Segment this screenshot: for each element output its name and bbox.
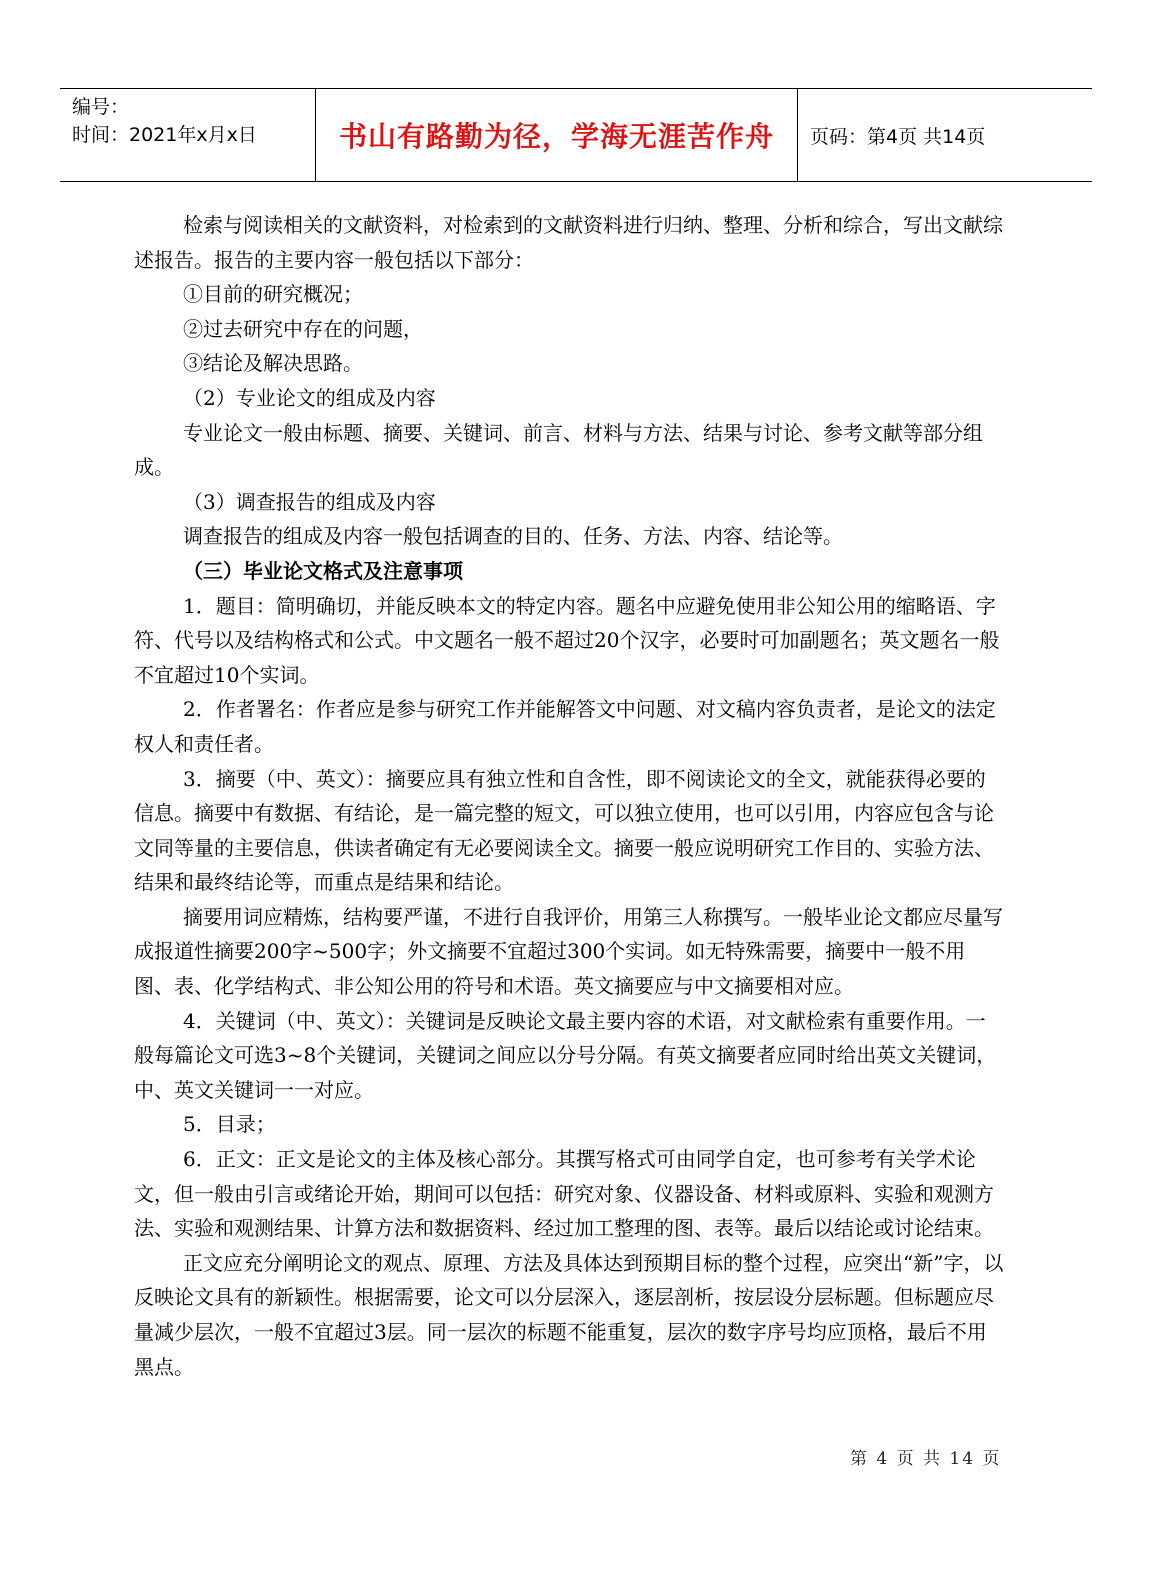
document-body <box>134 208 1004 1384</box>
body-paragraph: 3．摘要（中、英文）：摘要应具有独立性和自含性，即不阅读论文的全文，就能获得必要的信息。摘要中有数据、有结论，是一篇完整的短文，可以独立使用，也可以引用，内容应包含与论文同等量的主要信息，供读者确定有无必要阅读全文。摘要一般应说明研究工作目的、实验方法、结果和最终结论等，而重点是结果和结论。 <box>134 766 994 895</box>
header-info-cell <box>60 89 316 181</box>
body-paragraph: 6．正文：正文是论文的主体及核心部分。其撰写格式可由同学自定，也可参考有关学术论文，但一般由引言或绪论开始，期间可以包括：研究对象、仪器设备、材料或原料、实验和观测方法、实验和观测结果、计算方法和数据资料、经过加工整理的图、表等。最后以结论或讨论结束。 <box>134 1147 994 1241</box>
body-paragraph: ②过去研究中存在的问题， <box>183 316 423 341</box>
page-header <box>60 88 1092 182</box>
body-paragraph: 1．题目：简明确切，并能反映本文的特定内容。题名中应避免使用非公知公用的缩略语、字符、代号以及结构格式和公式。中文题名一般不超过20个汉字，必要时可加副题名；英文题名一般不宜超过10个实词。 <box>134 593 1000 687</box>
body-paragraph: ①目前的研究概况； <box>183 282 363 307</box>
body-paragraph: （3）调查报告的组成及内容 <box>183 489 436 514</box>
body-paragraph: 4．关键词（中、英文）：关键词是反映论文最主要内容的术语，对文献检索有重要作用。一般每篇论文可选3~8个关键词，关键词之间应以分号分隔。有英文摘要者应同时给出英文关键词，中、英文关键词一一对应。 <box>134 1008 997 1102</box>
body-paragraph: 正文应充分阐明论文的观点、原理、方法及具体达到预期目标的整个过程，应突出“新”字，以反映论文具有的新颖性。根据需要，论文可以分层深入，逐层剖析，按层设分层标题。但标题应尽量减少层次，一般不宜超过3层。同一层次的标题不能重复，层次的数字序号均应顶格，最后不用黑点。 <box>134 1250 1004 1379</box>
body-paragraph: 调查报告的组成及内容一般包括调查的目的、任务、方法、内容、结论等。 <box>183 524 843 549</box>
body-paragraph: 2．作者署名：作者应是参与研究工作并能解答文中问题、对文稿内容负责者，是论文的法定权人和责任者。 <box>134 697 996 756</box>
document-number-label: 编号： <box>72 96 130 118</box>
body-paragraph: 检索与阅读相关的文献资料，对检索到的文献资料进行归纳、整理、分析和综合，写出文献综述报告。报告的主要内容一般包括以下部分： <box>134 213 1003 272</box>
body-paragraph: 摘要用词应精炼，结构要严谨，不进行自我评价，用第三人称撰写。一般毕业论文都应尽量写成报道性摘要200字~500字；外文摘要不宜超过300个实词。如无特殊需要，摘要中一般不用图、表、化学结构式、非公知公用的符号和术语。英文摘要应与中文摘要相对应。 <box>134 904 1003 999</box>
body-paragraph: （2）专业论文的组成及内容 <box>183 385 436 410</box>
header-motto: 书山有路勤为径，学海无涯苦作舟 <box>316 89 798 181</box>
section-heading: （三）毕业论文格式及注意事项 <box>183 558 463 583</box>
page-footer: 第 4 页 共 14 页 <box>850 1449 1002 1469</box>
body-paragraph: ③结论及解决思路。 <box>183 351 363 376</box>
document-time-label: 时间：2021年x月x日 <box>72 124 257 146</box>
body-paragraph: 5．目录； <box>183 1112 276 1137</box>
header-page-code: 页码：第4页 共14页 <box>810 125 986 148</box>
body-paragraph: 专业论文一般由标题、摘要、关键词、前言、材料与方法、结果与讨论、参考文献等部分组成。 <box>134 420 983 480</box>
